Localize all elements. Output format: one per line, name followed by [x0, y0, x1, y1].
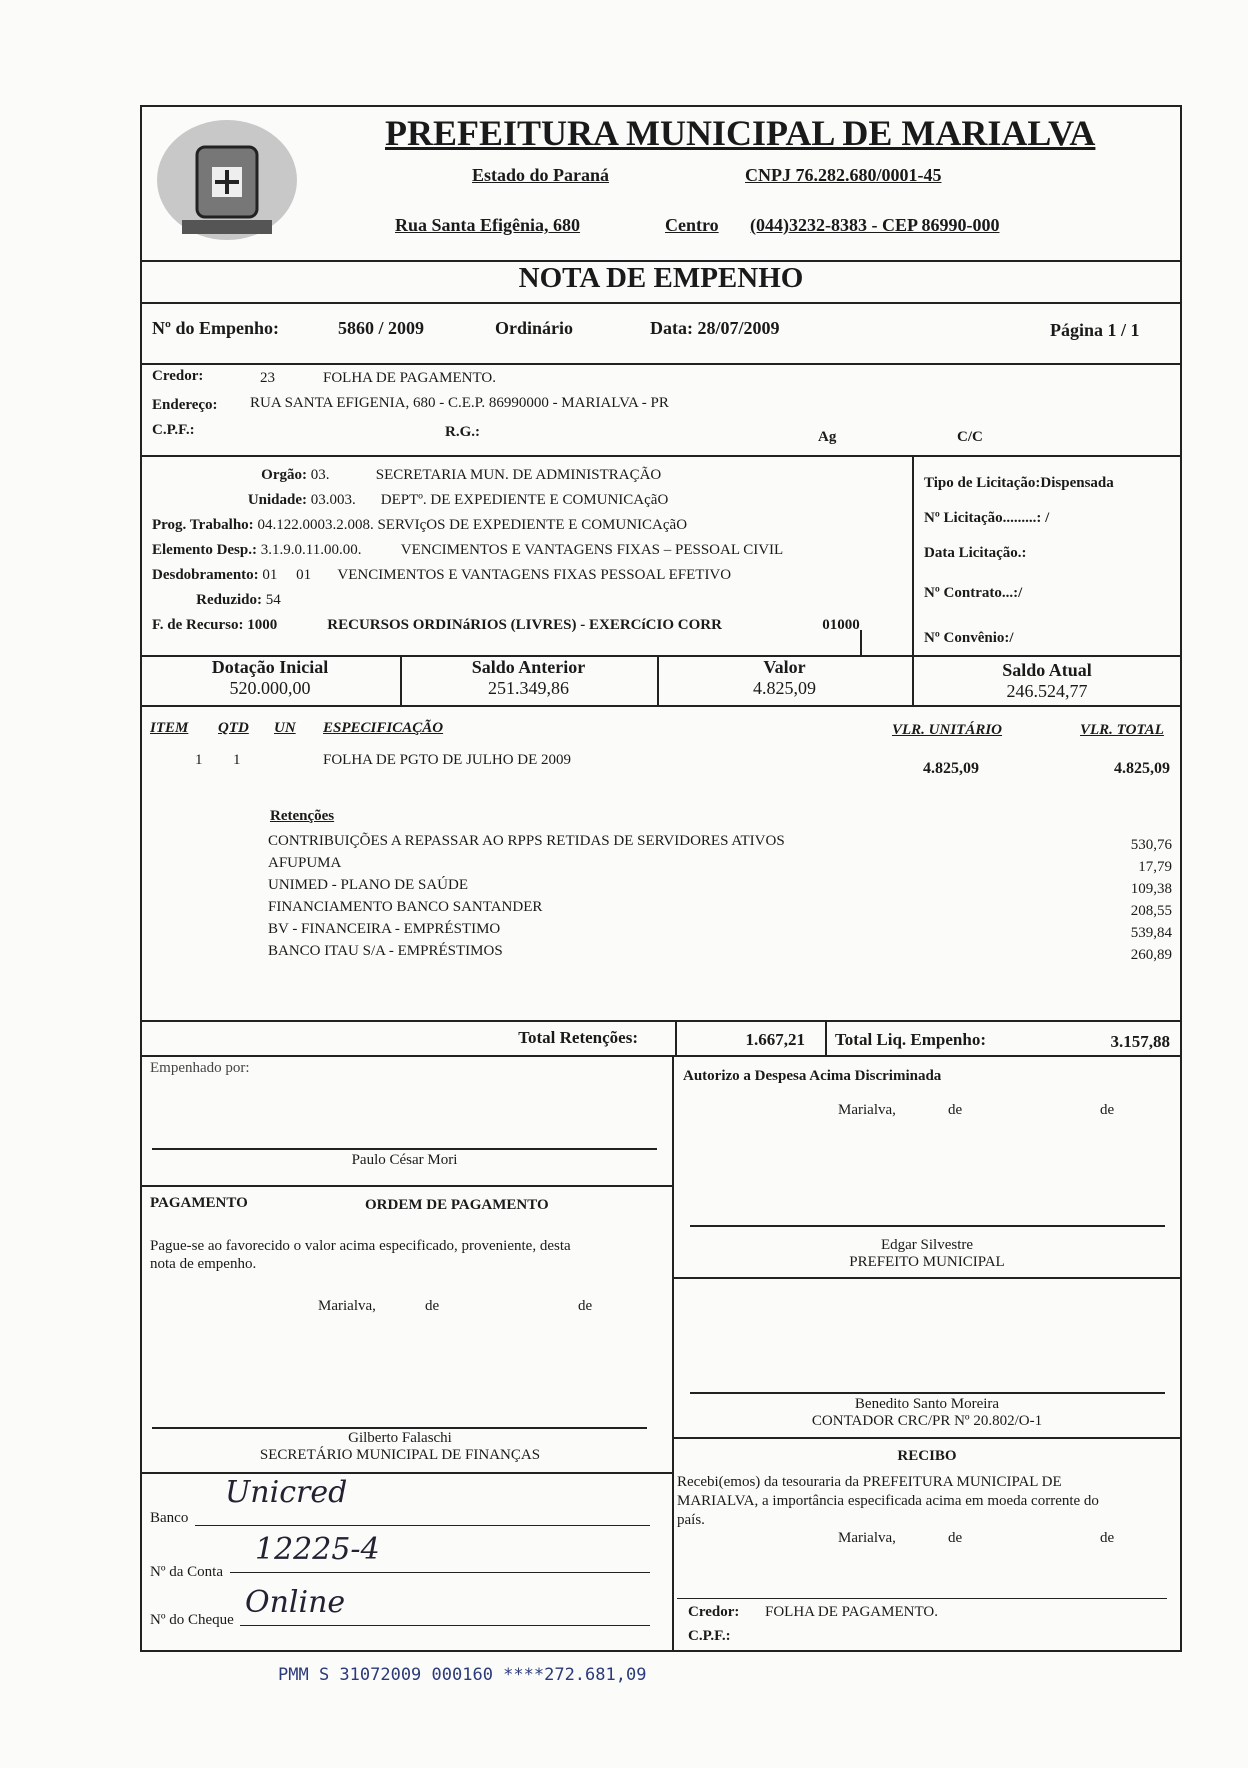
numero-convenio: Nº Convênio:/: [924, 630, 1014, 646]
desdobramento-desc: VENCIMENTOS E VANTAGENS FIXAS PESSOAL EFETIVO: [337, 567, 732, 583]
total-retencoes-label: Total Retenções:: [518, 1028, 638, 1047]
recibo-city: Marialva,: [838, 1530, 896, 1546]
recurso-code: 1000: [247, 617, 278, 633]
credor-label: Credor:: [152, 368, 204, 384]
recibo-credor-label: Credor:: [688, 1604, 740, 1620]
saldo-atual: Saldo Atual 246.524,77: [1002, 660, 1092, 701]
header-qtd: QTD: [218, 720, 249, 736]
recurso-desc: RECURSOS ORDINáRIOS (LIVRES) - EXERCíCIO CORR: [327, 617, 722, 633]
banco-handwritten: Unicred: [225, 1475, 348, 1510]
saldo-anterior: Saldo Anterior 251.349,86: [471, 657, 586, 698]
item-total-value: 4.825,09: [1114, 760, 1170, 777]
reduzido-code: 54: [265, 592, 281, 608]
tipo-licitacao: Tipo de Licitação:Dispensada: [924, 475, 1114, 491]
desdobramento-label: Desdobramento:: [152, 567, 259, 583]
total-liquido-value: 3.157,88: [1110, 1032, 1170, 1051]
rg-label: R.G.:: [445, 424, 480, 440]
cpf-label: C.P.F.:: [152, 422, 195, 438]
empenho-label: Nº do Empenho:: [152, 318, 279, 338]
reduzido-label: Reduzido:: [196, 592, 262, 608]
ag-label: Ag: [818, 429, 837, 445]
item-spec: FOLHA DE PGTO DE JULHO DE 2009: [323, 752, 572, 768]
prog-code: 04.122.0003.2.008.: [257, 517, 374, 533]
credor-name: FOLHA DE PAGAMENTO.: [323, 370, 496, 386]
orgao-code: 03.: [310, 467, 330, 483]
header-item: ITEM: [150, 720, 189, 736]
recibo-de-2: de: [1100, 1530, 1115, 1546]
numero-contrato: Nº Contrato...:/: [924, 585, 1023, 601]
autorizo-label: Autorizo a Despesa Acima Discriminada: [683, 1068, 942, 1084]
recibo-title: RECIBO: [897, 1448, 957, 1464]
empenho-date: Data: 28/07/2009: [650, 318, 780, 338]
recurso-label: F. de Recurso:: [152, 617, 244, 633]
elemento-desc: VENCIMENTOS E VANTAGENS FIXAS – PESSOAL CIVIL: [400, 542, 784, 558]
secretario-signature: Gilberto Falaschi SECRETÁRIO MUNICIPAL DE FINANÇAS: [259, 1430, 541, 1463]
contador-signature: Benedito Santo Moreira CONTADOR CRC/PR Nº 20.802/O-1: [811, 1396, 1043, 1429]
doc-title: NOTA DE EMPENHO: [518, 262, 804, 294]
recibo-text: Recebi(emos) da tesouraria da PREFEITURA MUNICIPAL DE MARIALVA, a importância especificada acima em moeda corrente do país.: [677, 1474, 1099, 1528]
list-item: BANCO ITAU S/A - EMPRÉSTIMOS: [268, 943, 503, 959]
orgao-desc: SECRETARIA MUN. DE ADMINISTRAÇÃO: [375, 467, 662, 483]
autorizo-de-1: de: [948, 1102, 963, 1118]
credor-address: RUA SANTA EFIGENIA, 680 - C.E.P. 86990000 - MARIALVA - PR: [250, 395, 669, 411]
empenhado-label: Empenhado por:: [150, 1060, 250, 1076]
unidade-desc: DEPTº. DE EXPEDIENTE E COMUNICAçãO: [380, 492, 669, 508]
prog-label: Prog. Trabalho:: [152, 517, 254, 533]
conta-label: Nº da Conta: [150, 1564, 223, 1580]
retencoes-values: 530,76 17,79 109,38 208,55 539,84 260,89: [1130, 837, 1172, 963]
credor-code: 23: [260, 370, 275, 386]
header-state: Estado do Paraná: [472, 165, 610, 185]
pague-text-2: nota de empenho.: [150, 1256, 257, 1272]
pagamento-label: PAGAMENTO: [150, 1195, 248, 1211]
header-total: VLR. TOTAL: [1080, 722, 1164, 738]
dotacao-inicial: Dotação Inicial 520.000,00: [211, 657, 329, 698]
header-spec: ESPECIFICAÇÃO: [323, 720, 444, 736]
header-district: Centro: [665, 215, 719, 235]
recibo-cpf-label: C.P.F.:: [688, 1628, 731, 1644]
recibo-de-1: de: [948, 1530, 963, 1546]
mechanical-stamp: PMM S 31072009 000160 ****272.681,09: [278, 1665, 647, 1685]
payment-de-2: de: [578, 1298, 593, 1314]
payment-de-1: de: [425, 1298, 440, 1314]
list-item: CONTRIBUIÇÕES A REPASSAR AO RPPS RETIDAS DE SERVIDORES ATIVOS: [268, 833, 785, 849]
coat-of-arms-logo: [152, 112, 302, 247]
payment-city: Marialva,: [318, 1298, 376, 1314]
item-number: 1: [195, 752, 203, 768]
total-retencoes-value: 1.667,21: [745, 1030, 805, 1049]
cc-label: C/C: [957, 429, 983, 445]
valor: Valor 4.825,09: [753, 657, 816, 698]
cheque-handwritten: Online: [245, 1585, 346, 1620]
page-number: Página 1 / 1: [1050, 320, 1140, 340]
header-phone: (044)3232-8383 - CEP 86990-000: [750, 215, 1000, 235]
desdobramento-code: 01 01: [262, 567, 312, 583]
list-item: UNIMED - PLANO DE SAÚDE: [268, 877, 468, 893]
header-un: UN: [274, 720, 296, 736]
ordem-pagamento-label: ORDEM DE PAGAMENTO: [365, 1197, 549, 1213]
list-item: BV - FINANCEIRA - EMPRÉSTIMO: [268, 921, 501, 937]
list-item: FINANCIAMENTO BANCO SANTANDER: [268, 899, 543, 915]
conta-handwritten: 12225-4: [255, 1532, 380, 1567]
prefeito-signature: Edgar Silvestre PREFEITO MUNICIPAL: [849, 1237, 1005, 1270]
recibo-credor-value: FOLHA DE PAGAMENTO.: [765, 1604, 938, 1620]
header-cnpj: CNPJ 76.282.680/0001-45: [745, 165, 942, 185]
pague-text: Pague-se ao favorecido o valor acima especificado, proveniente, desta: [150, 1238, 571, 1254]
address-label: Endereço:: [152, 397, 218, 413]
item-unit-value: 4.825,09: [923, 760, 979, 777]
banco-label: Banco: [150, 1510, 189, 1526]
list-item: AFUPUMA: [268, 855, 342, 871]
header-unit: VLR. UNITÁRIO: [892, 722, 1003, 738]
total-liquido-label: Total Liq. Empenho:: [835, 1030, 986, 1049]
empenho-number: 5860 / 2009: [338, 318, 425, 338]
orgao-label: Orgão:: [261, 467, 307, 483]
prog-desc: SERVIçOS DE EXPEDIENTE E COMUNICAçãO: [377, 517, 688, 533]
recurso-extra: 01000: [822, 617, 860, 633]
unidade-code: 03.003.: [310, 492, 356, 508]
empenho-type: Ordinário: [495, 318, 574, 338]
header-address: Rua Santa Efigênia, 680: [395, 215, 581, 235]
retencoes-title: Retenções: [270, 808, 335, 824]
autorizo-de-2: de: [1100, 1102, 1115, 1118]
unidade-label: Unidade:: [247, 492, 307, 508]
item-qtd: 1: [233, 752, 241, 768]
numero-licitacao: Nº Licitação.........: /: [924, 510, 1050, 526]
empenhado-name: Paulo César Mori: [351, 1152, 458, 1168]
cheque-label: Nº do Cheque: [150, 1612, 234, 1628]
data-licitacao: Data Licitação.:: [924, 545, 1027, 561]
elemento-code: 3.1.9.0.11.00.00.: [260, 542, 362, 558]
elemento-label: Elemento Desp.:: [152, 542, 257, 558]
retencoes-list: [268, 830, 785, 962]
autorizo-city: Marialva,: [838, 1102, 896, 1118]
header-title: PREFEITURA MUNICIPAL DE MARIALVA: [385, 113, 1096, 153]
